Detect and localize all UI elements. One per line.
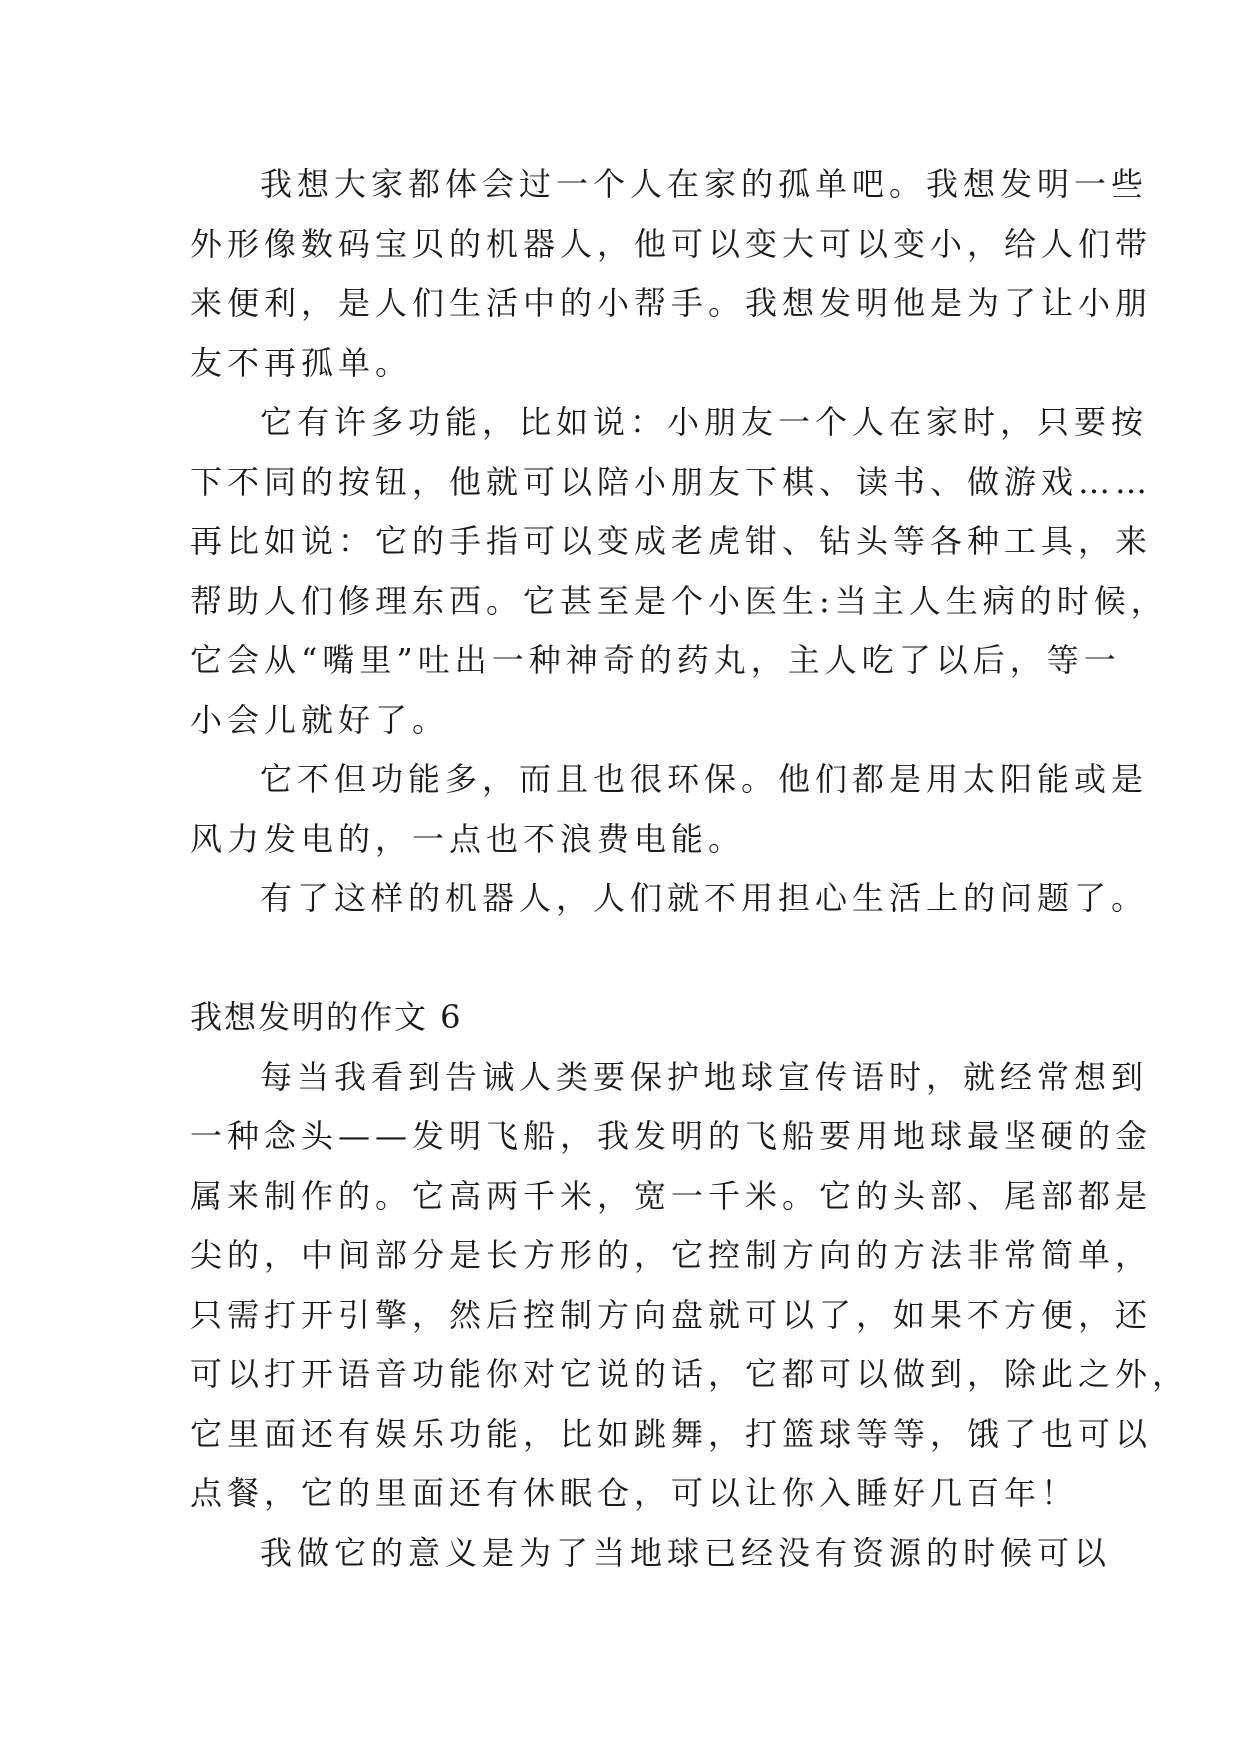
essay-body xyxy=(190,155,1190,1583)
paragraph-line: 外形像数码宝贝的机器人，他可以变大可以变小，给人们带 xyxy=(190,224,1153,263)
paragraph-line: 来便利，是人们生活中的小帮手。我想发明他是为了让小朋 xyxy=(190,284,1153,322)
paragraph-line: 它会从“嘴里”吐出一种神奇的药丸，主人吃了以后，等一 xyxy=(190,641,1121,679)
paragraph-line: 小会儿就好了。 xyxy=(190,700,450,739)
paragraph-line: 有了这样的机器人，人们就不用担心生活上的问题了。 xyxy=(260,879,1149,917)
section-heading: 我想发明的作文 6 xyxy=(190,998,463,1036)
paragraph-line: 再比如说：它的手指可以变成老虎钳、钻头等各种工具，来 xyxy=(190,522,1153,560)
paragraph-line: 它里面还有娱乐功能，比如跳舞，打篮球等等，饿了也可以 xyxy=(190,1414,1153,1453)
paragraph-line: 只需打开引擎，然后控制方向盘就可以了，如果不方便，还 xyxy=(190,1295,1153,1334)
paragraph-line: 它不但功能多，而且也很环保。他们都是用太阳能或是 xyxy=(260,760,1149,798)
paragraph-line: 我做它的意义是为了当地球已经没有资源的时候可以 xyxy=(260,1533,1112,1572)
paragraph-line: 属来制作的。它高两千米，宽一千米。它的头部、尾部都是 xyxy=(190,1176,1153,1215)
paragraph-line: 点餐，它的里面还有休眠仓，可以让你入睡好几百年！ xyxy=(190,1474,1079,1512)
blank-line xyxy=(190,929,1050,989)
paragraph-line: 我想大家都体会过一个人在家的孤单吧。我想发明一些 xyxy=(260,165,1149,203)
paragraph-line: 尖的，中间部分是长方形的，它控制方向的方法非常简单， xyxy=(190,1236,1153,1274)
paragraph-line: 风力发电的，一点也不浪费电能。 xyxy=(190,819,746,858)
paragraph-line: 可以打开语音功能你对它说的话，它都可以做到，除此之外， xyxy=(190,1355,1190,1393)
paragraph-line: 下不同的按钮，他就可以陪小朋友下棋、读书、做游戏…… xyxy=(190,462,1153,501)
paragraph-line: 一种念头——发明飞船，我发明的飞船要用地球最坚硬的金 xyxy=(190,1117,1153,1155)
paragraph-line: 每当我看到告诫人类要保护地球宣传语时，就经常想到 xyxy=(260,1057,1149,1096)
paragraph-line: 帮助人们修理东西。它甚至是个小医生:当主人生病的时候， xyxy=(190,581,1168,620)
paragraph-line: 它有许多功能，比如说：小朋友一个人在家时，只要按 xyxy=(260,403,1149,441)
paragraph-line: 友不再孤单。 xyxy=(190,343,413,382)
